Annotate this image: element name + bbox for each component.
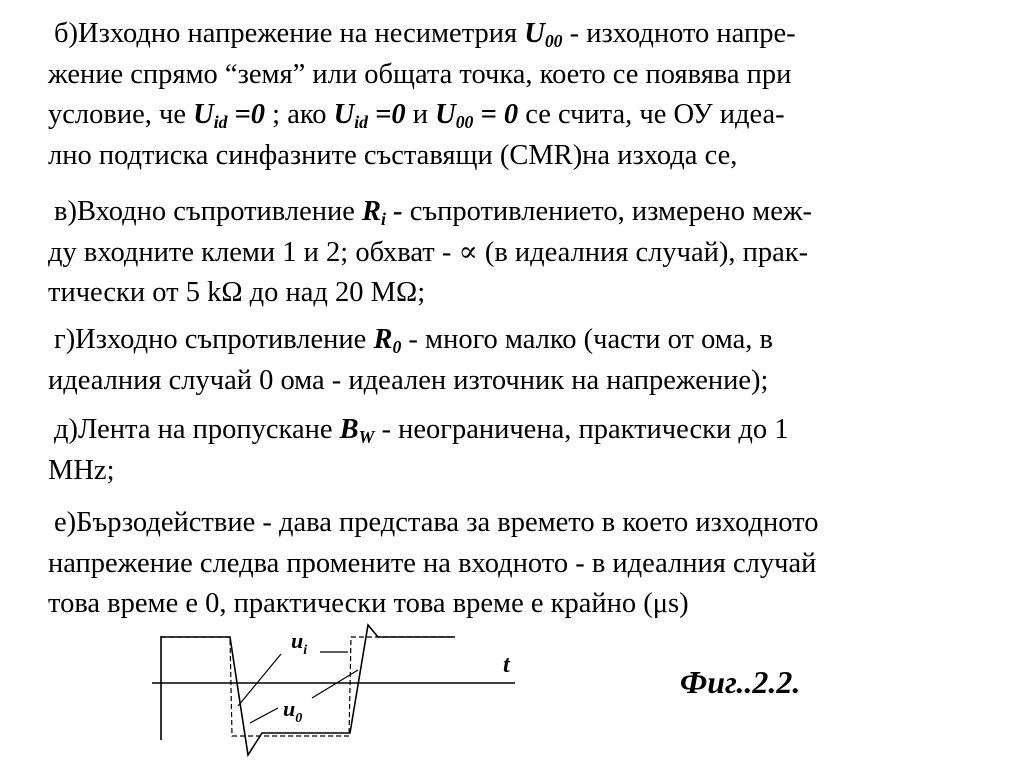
text-line: MHz; <box>48 454 115 486</box>
text-line: идеалния случай 0 ома - идеален източник на напрежение); <box>48 364 769 396</box>
label-leader-u0 <box>250 708 278 723</box>
text-line: е)Бързодействие - дава представа за времето в което изходното <box>54 507 819 538</box>
text-line: напрежение следва промените на входното - в идеалния случай <box>48 547 817 579</box>
symbol-uid: $U_{id} =0$ <box>333 99 406 132</box>
text-line: условие, че $U_{id} =0$ ; ако $U_{id} =0$ и $U_{00} = 0$ се счита, че ОУ идеа- <box>48 99 785 132</box>
text-line: в)Входно съпротивление $R_i$ - съпротивлението, измерено меж- <box>54 196 813 229</box>
symbol-u00: $U_{00} = 0$ <box>435 99 519 132</box>
label-u0: $u_0$ <box>283 696 303 726</box>
text-line: жение спрямо “земя” или общата точка, което се появява при <box>48 58 792 90</box>
symbol-uid: $U_{id} =0$ <box>193 99 266 132</box>
label-leader-u0 <box>312 670 358 698</box>
text-line: лно подтиска синфазните съставящи (CMR)на изхода се, <box>48 139 738 171</box>
figure-caption: Фиг..2.2. <box>680 664 801 700</box>
symbol-bw: $B_W$ <box>339 414 375 447</box>
text-line: това време е 0, практически това време е крайно (μs) <box>48 588 689 619</box>
text-line: ду входните клеми 1 и 2; обхват - ∝ (в идеалния случай), прак- <box>48 236 809 268</box>
label-leader-ui <box>238 654 281 706</box>
text-line: б)Изходно напрежение на несиметрия $U_{00}$ - изходното напре- <box>54 18 796 51</box>
text-line: тически от 5 kΩ до над 20 MΩ; <box>48 277 426 308</box>
text-line: д)Лента на пропускане $B_W$ - неограничена, практически до 1 <box>54 414 789 447</box>
symbol-r0: $R_0$ <box>373 324 402 357</box>
label-t: t <box>503 652 510 678</box>
symbol-ri: $R_i$ - <box>362 196 403 229</box>
text-line: г)Изходно съпротивление $R_0$ - много малко (части от ома, в <box>54 324 773 357</box>
input-signal-waveform <box>161 637 455 736</box>
label-ui: $u_i$ <box>291 628 308 658</box>
symbol-u00: $U_{00}$ <box>524 18 563 51</box>
